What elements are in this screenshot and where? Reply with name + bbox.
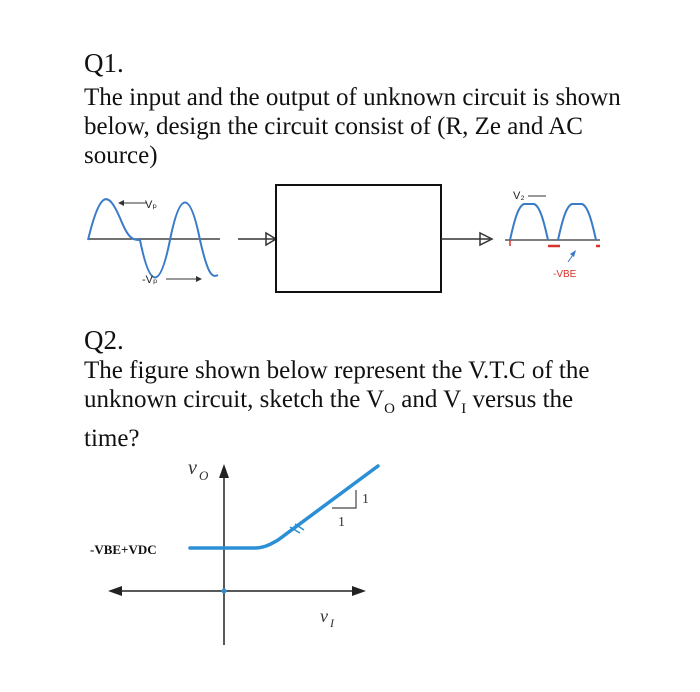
- vtc-origin-dot: [222, 589, 227, 594]
- vtc-x-label: v: [320, 606, 328, 626]
- q2-sub-o: O: [384, 401, 396, 417]
- output-top-label: V₂: [513, 190, 525, 202]
- x-axis-right-arrow-icon: [352, 586, 366, 596]
- slope-run-label: 1: [338, 515, 345, 530]
- input-peak-label: Vₚ: [145, 199, 158, 211]
- q1-text: The input and the output of unknown circuit is shown below, design the circuit consist of (R, Ze and AC source): [84, 84, 621, 169]
- vtc-x-label-sub: I: [330, 616, 334, 630]
- q2-sub-i: I: [461, 401, 467, 417]
- q2-text-part2: and V: [395, 386, 462, 413]
- y-axis-arrow-icon: [219, 464, 229, 478]
- slope-rise-label: 1: [362, 492, 369, 507]
- q2-text-part3: versus the time?: [84, 386, 574, 452]
- q1-title: Q1.: [84, 48, 124, 78]
- input-neg-peak-label: -Vₚ: [142, 274, 158, 286]
- vtc-y-label-sub: O: [199, 468, 209, 483]
- x-axis-left-arrow-icon: [108, 586, 122, 596]
- vtc-level-label: -VBE+VDC: [90, 542, 157, 557]
- vtc-curve: [190, 466, 378, 548]
- vtc-y-label: v: [188, 457, 197, 479]
- q2-title: Q2.: [84, 325, 124, 355]
- q2-text-part1: The figure shown below represent the V.T.C of the unknown circuit, sketch the V: [84, 357, 590, 413]
- output-bottom-label: -VBE: [553, 269, 577, 280]
